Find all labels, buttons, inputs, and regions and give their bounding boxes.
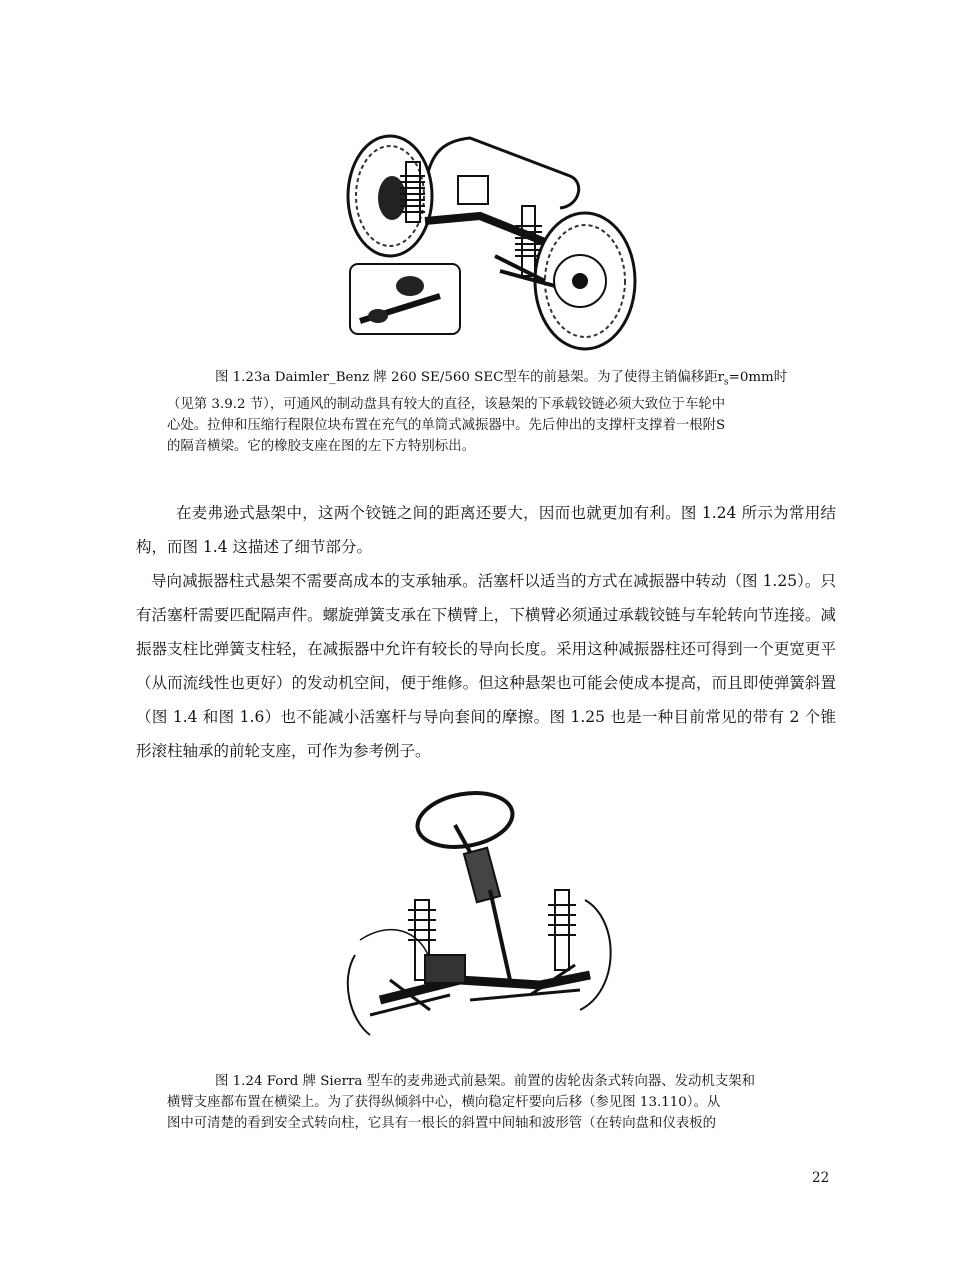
caption-line-2: （见第 3.9.2 节），可通风的制动盘具有较大的直径，该悬架的下承载铰链必须大致位于车轮中 (167, 396, 726, 412)
figure-1-23a-image (330, 126, 640, 352)
caption-subscript: s (724, 377, 729, 388)
paragraph-1: 在麦弗逊式悬架中，这两个铰链之间的距离还要大，因而也就更加有利。图 1.24 所示为常用结构，而图 1.4 这描述了细节部分。 (136, 504, 836, 556)
suspension-illustration-1 (330, 126, 640, 352)
body-text (136, 496, 836, 768)
figure-1-24-caption (167, 1071, 755, 1134)
caption-line-4: 的隔音横梁。它的橡胶支座在图的左下方特别标出。 (167, 438, 475, 454)
caption-line-1: 图 1.23a Daimler_Benz 牌 260 SE/560 SEC型车的前悬架。为了使得主销偏移距r (215, 370, 724, 385)
caption-2-line-3: 图中可清楚的看到安全式转向柱，它具有一根长的斜置中间轴和波形管（在转向盘和仪表板的 (167, 1116, 717, 1131)
caption-2-line-2: 横臂支座都布置在横梁上。为了获得纵倾斜中心，横向稳定杆要向后移（参见图 13.110）。从 (167, 1095, 721, 1110)
figure-1-24-image (330, 780, 630, 1060)
page-number: 22 (812, 1170, 830, 1186)
figure-1-23a-caption (167, 367, 787, 457)
caption-line-3: 心处。拉伸和压缩行程限位块布置在充气的单筒式减振器中。先后伸出的支撑杆支撑着一根附S (167, 417, 726, 433)
suspension-illustration-2 (330, 780, 630, 1060)
caption-2-line-1: 图 1.24 Ford 牌 Sierra 型车的麦弗逊式前悬架。前置的齿轮齿条式转向器、发动机支架和 (215, 1074, 755, 1089)
paragraph-2: 导向减振器柱式悬架不需要高成本的支承轴承。活塞杆以适当的方式在减振器中转动（图 1.25）。只有活塞杆需要匹配隔声件。螺旋弹簧支承在下横臂上，下横臂必须通过承载铰链与车轮转向节连接。减振器支柱比弹簧支柱轻，在减振器中允许有较长的导向长度。采用这种减振器柱还可得到一个更宽更平（从而流线性也更好）的发动机空间，便于维修。但这种悬架也可能会使成本提高，而且即使弹簧斜置（图 1.4 和图 1.6）也不能减小活塞杆与导向套间的摩擦。图 1.25 也是一种目前常见的带有 2 个锥形滚柱轴承的前轮支座，可作为参考例子。 (136, 572, 836, 760)
caption-line-1-suffix: =0mm时 (728, 370, 788, 385)
